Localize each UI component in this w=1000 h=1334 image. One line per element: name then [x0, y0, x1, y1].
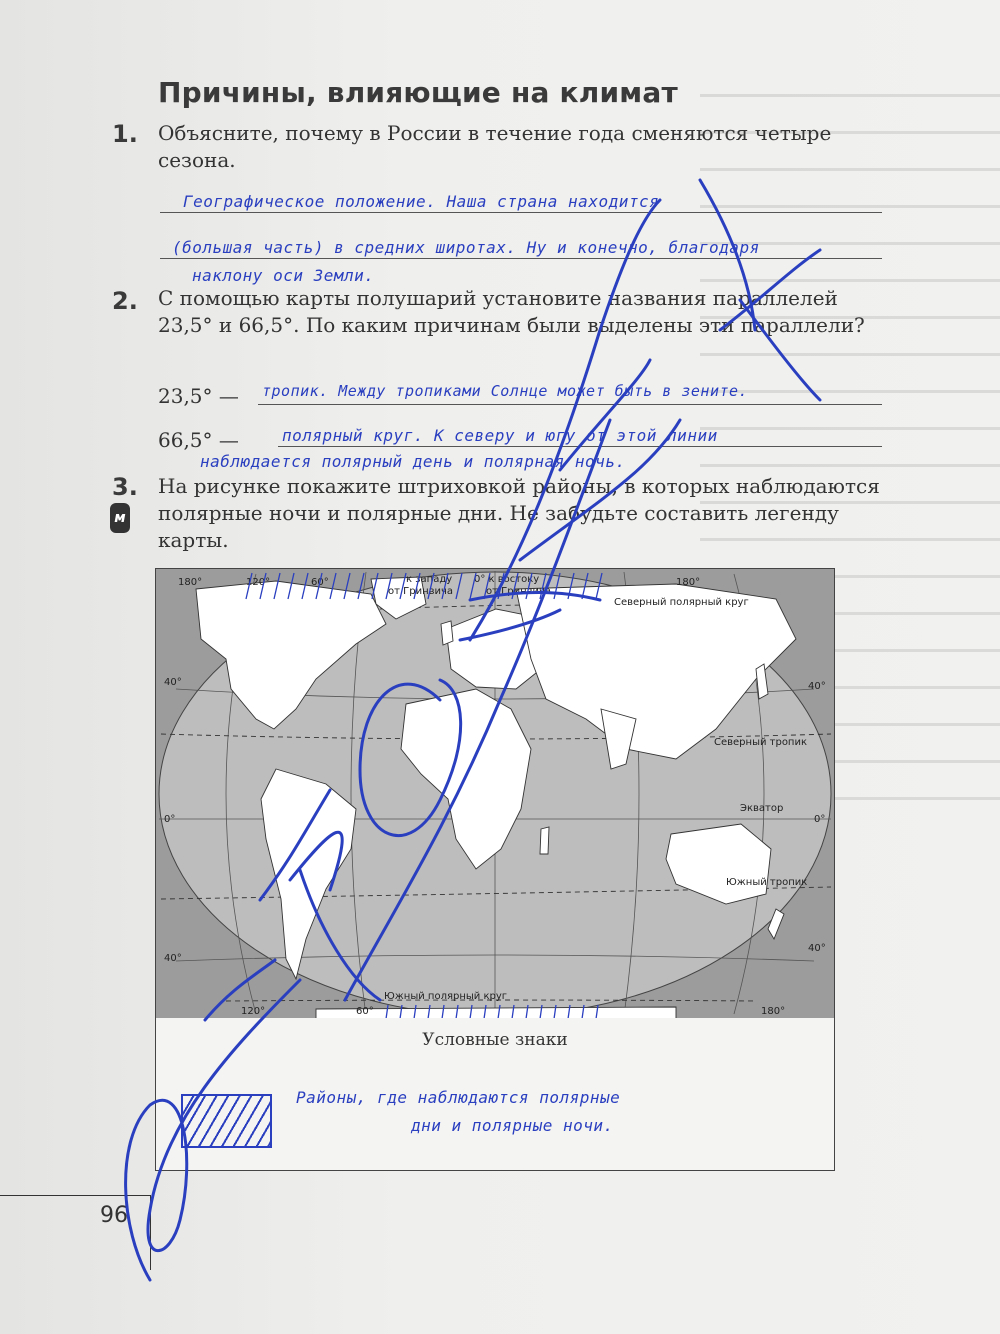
page-number: 96	[100, 1203, 128, 1228]
map-label-60-top: 60°	[311, 577, 329, 588]
map-label-120-top: 120°	[246, 577, 271, 588]
question-2-number: 2.	[112, 287, 138, 315]
question-1-text: Объясните, почему в России в течение года сменяются четыре сезона.	[158, 121, 832, 172]
answer-line	[160, 258, 882, 259]
map-label-south-tropic: Южный тропик	[726, 877, 808, 888]
map-label-180-top: 180°	[178, 577, 203, 588]
britain	[441, 621, 453, 645]
handwritten-answer-23: тропик. Между тропиками Солнце может быть в зените.	[262, 382, 749, 400]
map-label-south-circle: Южный полярный круг	[384, 991, 507, 1002]
parallel-66-label: 66,5° —	[158, 428, 239, 452]
answer-line	[160, 212, 882, 213]
question-3-number: 3.	[112, 473, 138, 501]
answer-line	[278, 446, 882, 447]
map-label-40n-right: 40°	[808, 681, 826, 692]
handwritten-answer-66-line-2: наблюдается полярный день и полярная ночь.	[200, 452, 626, 471]
m-badge: м	[110, 503, 130, 533]
handwritten-answer-1-line-2: (большая часть) в средних широтах. Ну и конечно, благодаря	[172, 238, 760, 257]
map-label-east: 0° к востоку	[474, 574, 540, 585]
map-label-40n-left: 40°	[164, 677, 182, 688]
map-label-180-right: 180°	[676, 577, 701, 588]
madagascar	[540, 827, 549, 854]
map-label-60-bottom: 60°	[356, 1006, 374, 1017]
map-label-40s-right: 40°	[808, 943, 826, 954]
footer-rule	[0, 1195, 150, 1196]
map-label-0-right: 0°	[814, 814, 826, 825]
map-label-west-2: от Гринвича	[388, 586, 454, 597]
map-label-west: к западу	[406, 574, 453, 585]
margin-rule	[150, 1195, 151, 1270]
legend-hatch-swatch	[181, 1094, 272, 1148]
map-label-north-tropic: Северный тропик	[714, 737, 808, 748]
map-label-120-bottom: 120°	[241, 1006, 266, 1017]
map-label-0-left: 0°	[164, 814, 176, 825]
question-1-number: 1.	[112, 120, 138, 148]
handwritten-answer-66-line-1: полярный круг. К северу и югу от этой линии	[282, 426, 718, 445]
legend-entry-line-1: Районы, где наблюдаются полярные	[296, 1088, 621, 1107]
answer-line	[258, 404, 882, 405]
map-label-40s-left: 40°	[164, 953, 182, 964]
map-legend	[155, 1018, 835, 1171]
question-2-text: С помощью карты полушарий установите названия параллелей 23,5° и 66,5°. По каким причинам были выделены эти параллели?	[158, 286, 865, 337]
legend-entry-line-2: дни и полярные ночи.	[411, 1116, 614, 1135]
world-map-svg	[156, 569, 834, 1019]
question-3-text: На рисунке покажите штриховкой районы, в которых наблюдаются полярные ночи и полярные дни. Не забудьте составить легенду карты.	[158, 474, 880, 552]
handwritten-answer-1-line-1: Географическое положение. Наша страна находится	[183, 192, 660, 211]
handwritten-answer-1-line-3: наклону оси Земли.	[192, 266, 375, 285]
parallel-23-label: 23,5° —	[158, 384, 239, 408]
map-label-equator: Экватор	[740, 803, 784, 814]
page-title: Причины, влияющие на климат	[158, 76, 678, 109]
map-label-north-circle: Северный полярный круг	[614, 597, 749, 608]
map-label-east-2: от Гринвича	[486, 586, 552, 597]
legend-title: Условные знаки	[422, 1030, 568, 1050]
world-map	[155, 568, 835, 1020]
map-label-180-bottom: 180°	[761, 1006, 786, 1017]
